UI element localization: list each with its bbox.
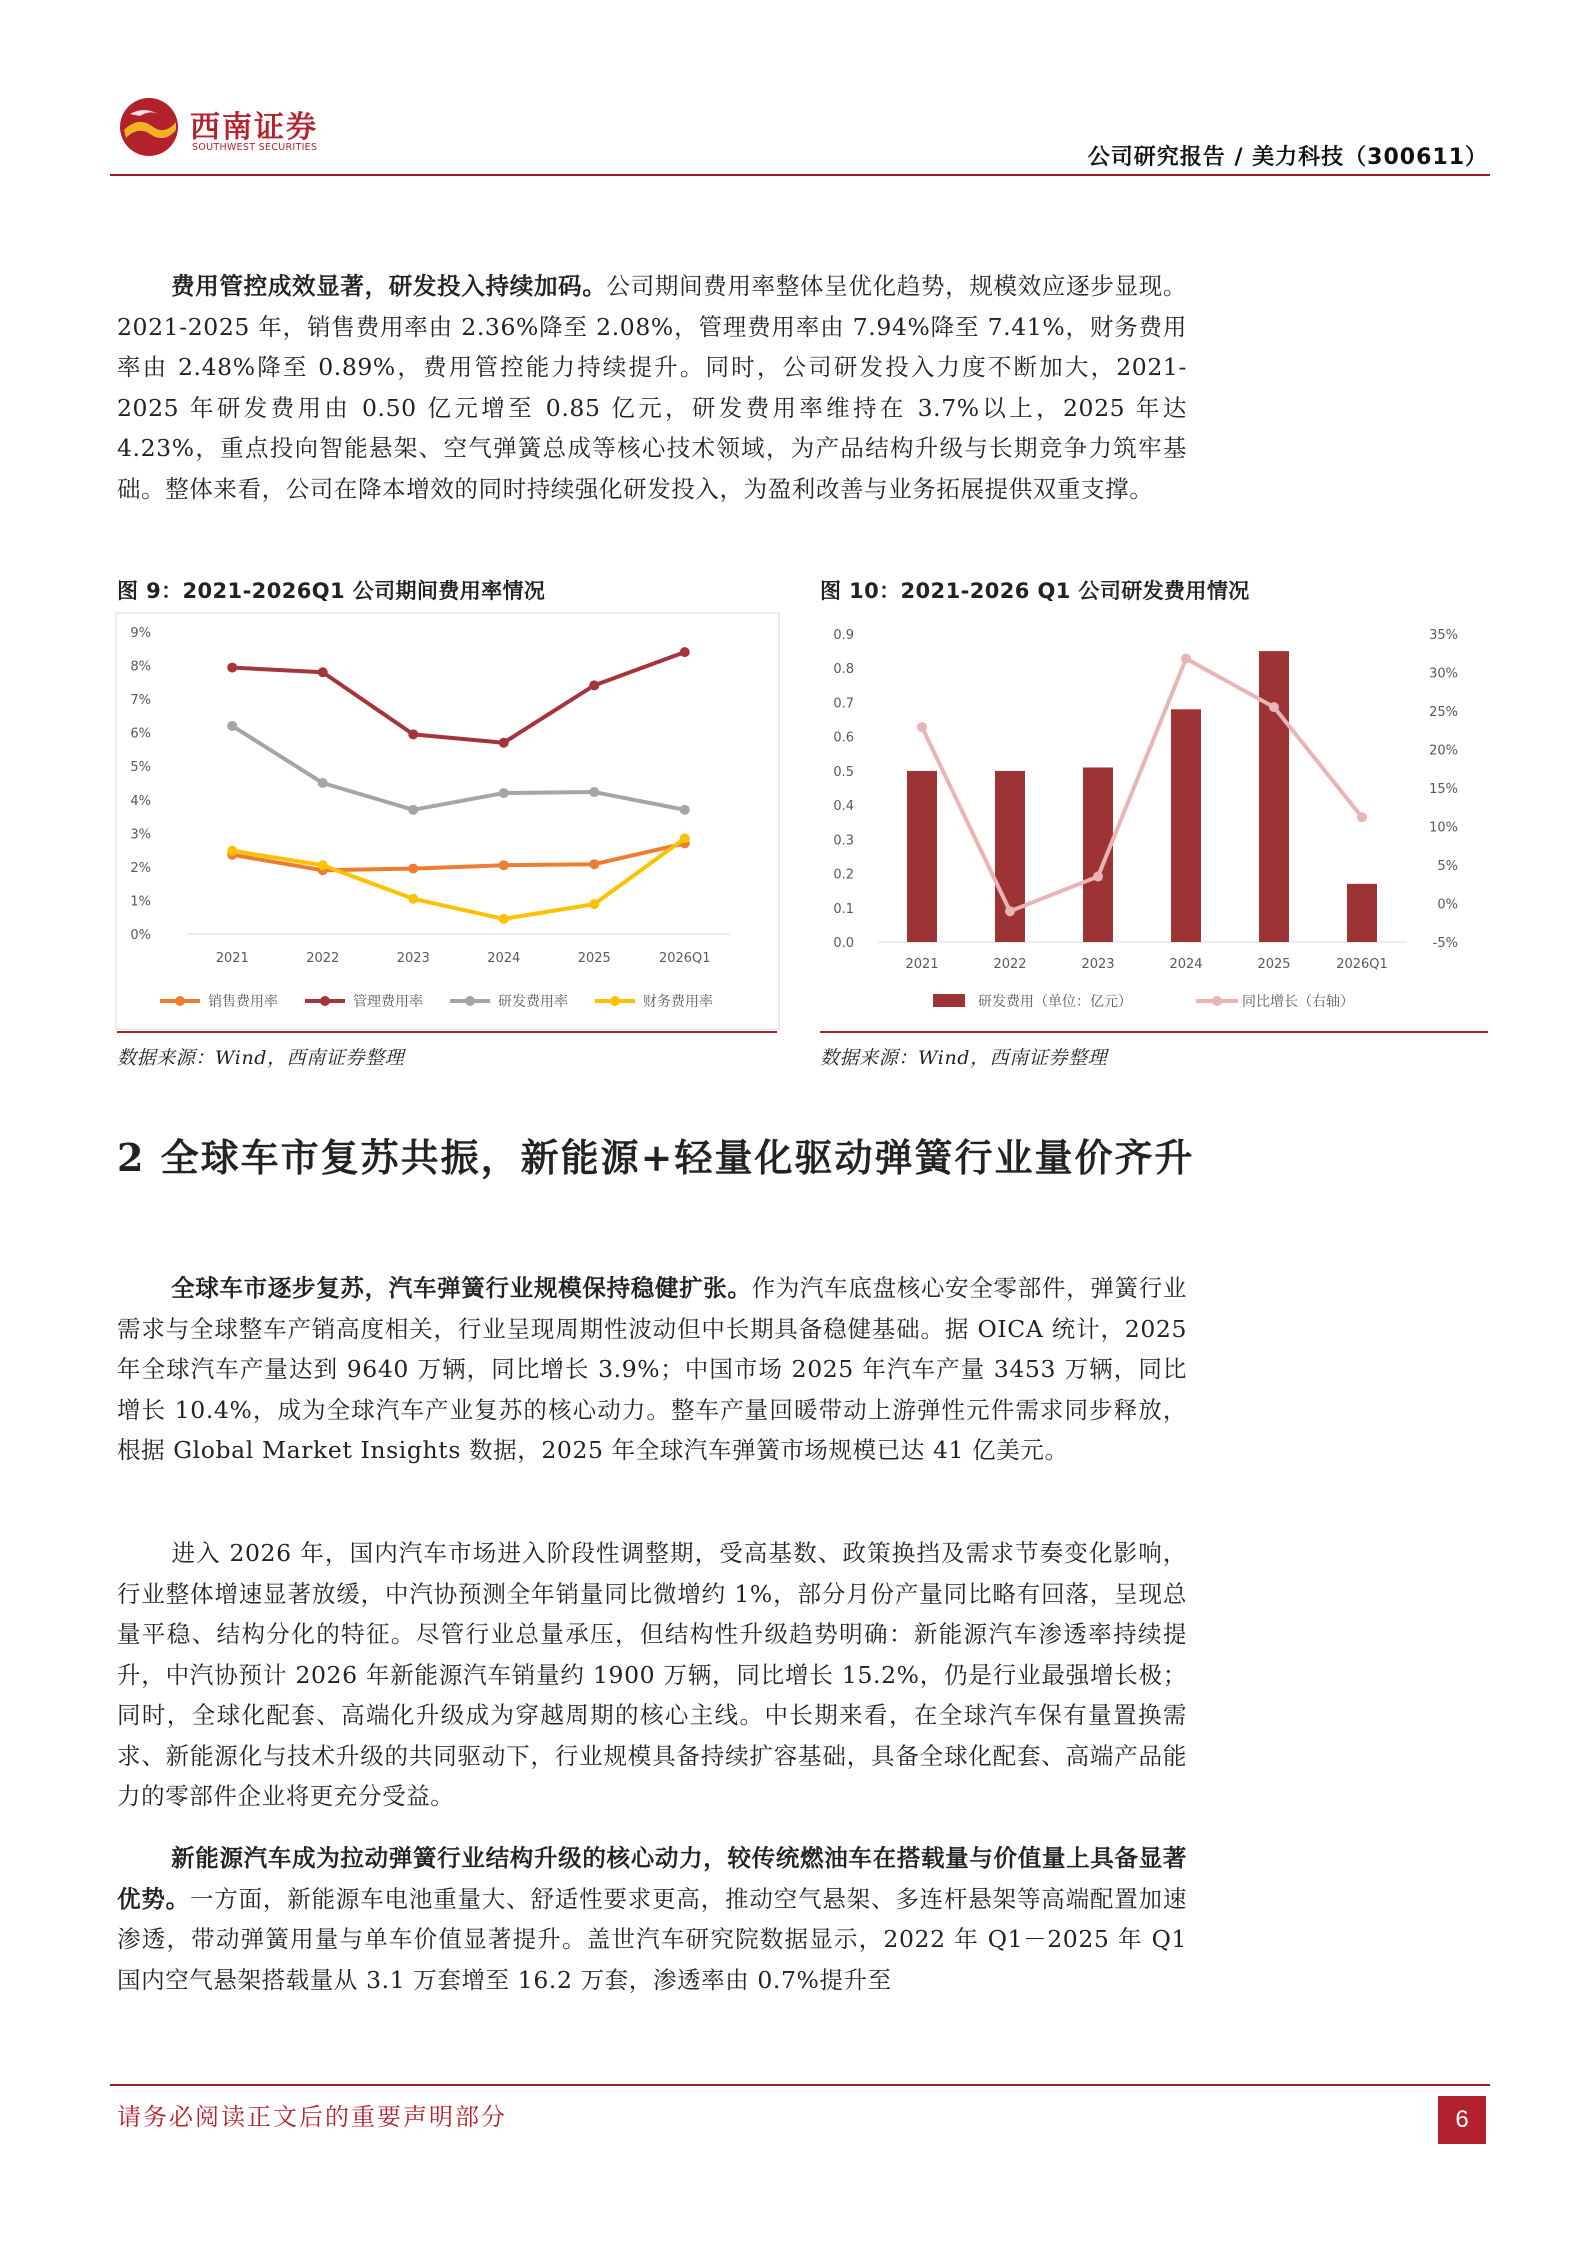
y-left-tick-label: 0.0 <box>833 936 854 951</box>
legend-label: 研发费用率 <box>498 994 568 1010</box>
growth-point <box>1269 702 1279 712</box>
y-left-tick-label: 0.4 <box>833 799 854 815</box>
growth-point <box>1093 872 1103 882</box>
figure-10-source: 数据来源：Wind，西南证券整理 <box>820 1047 1108 1069</box>
x-tick-label: 2024 <box>487 951 521 966</box>
logo-english-name: SOUTHWEST SECURITIES <box>192 142 318 153</box>
growth-point <box>1181 654 1191 664</box>
page-number: 6 <box>1438 2096 1486 2144</box>
paragraph-lead: 全球车市逐步复苏，汽车弹簧行业规模保持稳健扩张。 <box>171 1274 752 1302</box>
x-tick-label: 2022 <box>306 951 340 966</box>
y-right-tick-label: 25% <box>1429 705 1458 720</box>
y-tick-label: 9% <box>130 626 151 641</box>
figure-10-caption: 图 10：2021-2026 Q1 公司研发费用情况 <box>820 579 1250 603</box>
paragraph-global-market <box>117 1268 1187 1471</box>
data-point <box>408 894 418 904</box>
growth-point <box>1005 906 1015 916</box>
y-tick-label: 0% <box>130 928 151 943</box>
bar <box>995 771 1025 942</box>
y-right-tick-label: 0% <box>1437 897 1458 913</box>
legend-marker-icon <box>465 996 475 1006</box>
legend-label: 财务费用率 <box>643 994 713 1010</box>
data-point <box>680 647 690 657</box>
y-left-tick-label: 0.5 <box>833 764 854 780</box>
y-right-tick-label: 20% <box>1429 743 1458 759</box>
footer-divider <box>110 2084 1490 2086</box>
y-left-tick-label: 0.7 <box>833 696 854 712</box>
y-tick-label: 6% <box>130 726 151 742</box>
x-tick-label: 2026Q1 <box>1336 957 1388 972</box>
data-point <box>408 729 418 739</box>
y-right-tick-label: 35% <box>1429 628 1458 643</box>
legend-bar-icon <box>933 994 965 1007</box>
bar <box>1259 651 1289 942</box>
paragraph-domestic-2026 <box>117 1533 1187 1817</box>
data-point <box>589 899 599 909</box>
legend-item <box>1196 994 1354 1010</box>
growth-point <box>917 722 927 732</box>
y-tick-label: 7% <box>130 693 151 709</box>
y-right-tick-label: 5% <box>1437 859 1458 874</box>
y-left-tick-label: 0.2 <box>833 867 854 883</box>
bar <box>1171 709 1201 942</box>
legend-label: 销售费用率 <box>208 994 278 1010</box>
y-left-tick-label: 0.3 <box>833 833 854 849</box>
data-point <box>499 738 509 748</box>
paragraph-body: 进入 2026 年，国内汽车市场进入阶段性调整期，受高基数、政策换挡及需求节奏变化影响，行业整体增速显著放缓，中汽协预测全年销量同比微增约 1%，部分月份产量同比略有回落，呈现总量平稳、结构分化的特征。尽管行业总量承压，但结构性升级趋势明确：新能源汽车渗透率持续提升，中汽协预计 2026 年新能源汽车销量约 1900 万辆，同比增长 15.2%，仍是行业最强增长极；同时，全球化配套、高端化升级成为穿越周期的核心主线。中长期来看，在全球汽车保有量置换需求、新能源化与技术升级的共同驱动下，行业规模具备持续扩容基础，具备全球化配套、高端产品能力的零部件企业将更充分受益。 <box>117 1539 1187 1810</box>
report-title: 公司研究报告 / 美力科技（300611） <box>1087 145 1488 170</box>
legend-marker-icon <box>610 996 620 1006</box>
data-point <box>499 860 509 870</box>
y-tick-label: 5% <box>130 760 151 776</box>
paragraph-lead: 费用管控成效显著，研发投入持续加码。 <box>171 272 607 300</box>
data-point <box>408 864 418 874</box>
data-point <box>499 788 509 798</box>
x-tick-label: 2023 <box>396 951 430 966</box>
figure-10-chart <box>818 612 1488 1034</box>
y-left-tick-label: 0.6 <box>833 730 854 746</box>
y-tick-label: 4% <box>130 793 151 809</box>
x-tick-label: 2025 <box>577 951 611 966</box>
figure-9-chart <box>115 612 780 1034</box>
data-point <box>499 914 509 924</box>
legend-marker-icon <box>320 996 330 1006</box>
paragraph-expense-control <box>117 266 1187 509</box>
y-right-tick-label: -5% <box>1432 936 1458 951</box>
legend-label: 管理费用率 <box>353 994 423 1010</box>
figure-9-source-divider <box>117 1031 777 1033</box>
paragraph-nev-driver <box>117 1838 1187 2000</box>
figure-10-source-divider <box>820 1031 1488 1033</box>
y-left-tick-label: 0.1 <box>833 901 854 917</box>
paragraph-lead: 新能源汽车成为拉动弹簧行业结构升级的核心动力，较传统燃油车在搭载量与价值量上具备显著优势。 <box>117 1844 1187 1913</box>
data-point <box>227 846 237 856</box>
y-right-tick-label: 30% <box>1429 666 1458 682</box>
y-tick-label: 8% <box>130 659 151 675</box>
y-tick-label: 1% <box>130 894 151 910</box>
data-point <box>589 787 599 797</box>
company-logo <box>118 96 328 158</box>
data-point <box>680 833 690 843</box>
y-right-tick-label: 15% <box>1429 782 1458 797</box>
data-point <box>680 805 690 815</box>
figure-9-caption: 图 9：2021-2026Q1 公司期间费用率情况 <box>117 579 546 603</box>
y-left-tick-label: 0.9 <box>833 628 854 643</box>
x-tick-label: 2024 <box>1169 957 1203 972</box>
paragraph-body: 公司期间费用率整体呈优化趋势，规模效应逐步显现。2021-2025 年，销售费用率由 2.36%降至 2.08%，管理费用率由 7.94%降至 7.41%，财务费用率由 2.48%降至 0.89%，费用管控能力持续提升。同时，公司研发投入力度不断加大，2021-2025 年研发费用由 0.50 亿元增至 0.85 亿元，研发费用率维持在 3.7%以上，2025 年达 4.23%，重点投向智能悬架、空气弹簧总成等核心技术领域，为产品结构升级与长期竞争力筑牢基础。整体来看，公司在降本增效的同时持续强化研发投入，为盈利改善与业务拓展提供双重支撑。 <box>117 272 1187 503</box>
growth-line <box>922 659 1362 912</box>
legend-marker-icon <box>1212 996 1222 1006</box>
x-tick-label: 2022 <box>993 957 1027 972</box>
data-point <box>589 680 599 690</box>
logo-emblem-icon <box>118 96 180 158</box>
legend-label: 同比增长（右轴） <box>1242 994 1354 1010</box>
data-point <box>318 778 328 788</box>
y-left-tick-label: 0.8 <box>833 662 854 678</box>
x-tick-label: 2025 <box>1257 957 1291 972</box>
logo-chinese-name: 西南证券 <box>190 110 318 145</box>
y-tick-label: 2% <box>130 860 151 876</box>
data-point <box>589 859 599 869</box>
figure-9-source: 数据来源：Wind，西南证券整理 <box>117 1047 405 1069</box>
data-point <box>408 805 418 815</box>
y-right-tick-label: 10% <box>1429 820 1458 836</box>
paragraph-body: 一方面，新能源车电池重量大、舒适性要求更高，推动空气悬架、多连杆悬架等高端配置加速渗透，带动弹簧用量与单车价值显著提升。盖世汽车研究院数据显示，2022 年 Q1－2025 年 Q1 国内空气悬架搭载量从 3.1 万套增至 16.2 万套，渗透率由 0.7%提升至 <box>117 1884 1187 1994</box>
x-tick-label: 2026Q1 <box>658 951 711 966</box>
growth-point <box>1357 812 1367 822</box>
data-point <box>227 663 237 673</box>
legend-item <box>933 993 1132 1010</box>
legend-marker-icon <box>175 996 185 1006</box>
legend-label: 研发费用（单位：亿元） <box>978 994 1132 1010</box>
data-point <box>318 667 328 677</box>
x-tick-label: 2021 <box>215 951 249 966</box>
rd-expense-bar-chart <box>818 612 1488 1030</box>
section-heading: 2 全球车市复苏共振，新能源+轻量化驱动弹簧行业量价齐升 <box>117 1135 1195 1180</box>
header-divider <box>110 174 1490 176</box>
data-point <box>227 721 237 731</box>
footer-disclaimer: 请务必阅读正文后的重要声明部分 <box>117 2103 507 2131</box>
y-tick-label: 3% <box>130 827 151 843</box>
x-tick-label: 2023 <box>1081 957 1115 972</box>
x-tick-label: 2021 <box>905 957 939 972</box>
expense-ratio-line-chart <box>115 612 780 1030</box>
paragraph-body: 作为汽车底盘核心安全零部件，弹簧行业需求与全球整车产销高度相关，行业呈现周期性波动但中长期具备稳健基础。据 OICA 统计，2025 年全球汽车产量达到 9640 万辆，同比增长 3.9%；中国市场 2025 年汽车产量 3453 万辆，同比增长 10.4%，成为全球汽车产业复苏的核心动力。整车产量回暖带动上游弹性元件需求同步释放，根据 Global Market Insights 数据，2025 年全球汽车弹簧市场规模已达 41 亿美元。 <box>117 1274 1187 1464</box>
data-point <box>318 860 328 870</box>
bar <box>1347 884 1377 942</box>
bar <box>907 771 937 942</box>
